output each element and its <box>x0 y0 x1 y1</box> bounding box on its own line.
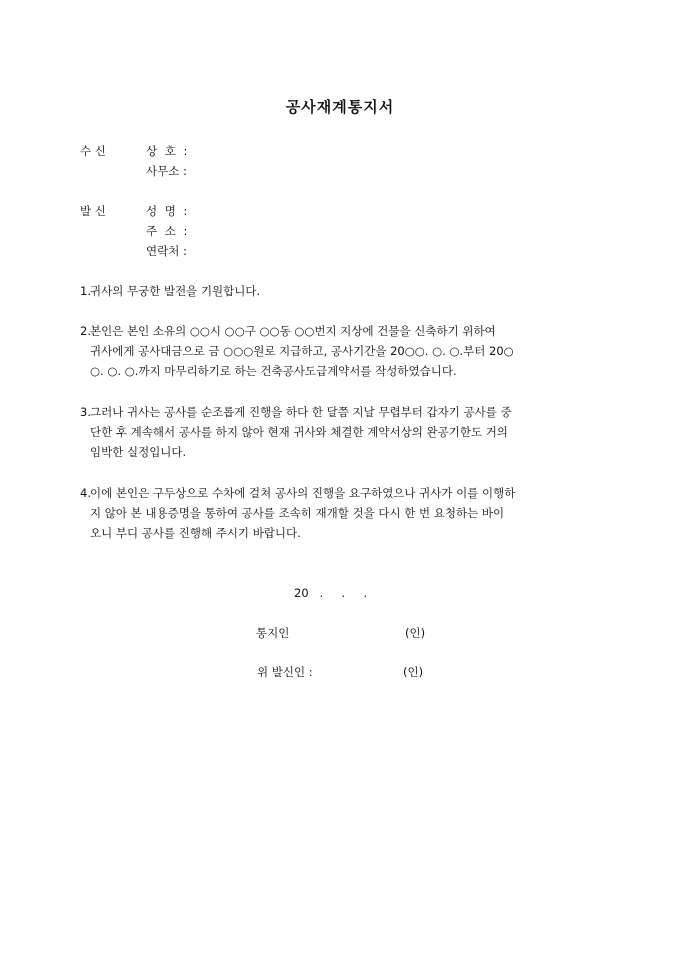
sender-contact-label: 연락처 : <box>146 244 187 258</box>
sender-name-label: 성 명 : <box>146 204 190 218</box>
paragraph-line: 단한 후 계속해서 공사를 하지 않아 현재 귀사와 체결한 계약서상의 완공기한도 거의 <box>90 425 508 439</box>
date-line: 20 . . . <box>294 586 368 600</box>
paragraph-number: 3. <box>80 405 91 419</box>
paragraph-number: 1. <box>80 284 91 298</box>
paragraph-line: 이에 본인은 구두상으로 수차에 걸쳐 공사의 진행을 요구하였으나 귀사가 이를 이행하 <box>90 486 516 500</box>
sender-sign-label: 위 발신인 : <box>257 665 313 679</box>
recipient-office-label: 사무소 : <box>146 164 187 178</box>
recipient-name-label: 상 호 : <box>146 144 190 158</box>
paragraph-line: ○. ○. ○.까지 마무리하기로 하는 건축공사도급계약서를 작성하였습니다. <box>90 364 457 378</box>
paragraph-line: 귀사에게 공사대금으로 금 ○○○원로 지급하고, 공사기간을 20○○. ○. ○.부터 20○ <box>90 344 514 358</box>
sender-sign-seal: (인) <box>403 665 424 679</box>
sender-address-label: 주 소 : <box>146 224 190 238</box>
paragraph-line: 오니 부디 공사를 진행해 주시기 바랍니다. <box>90 526 301 540</box>
recipient-section-label: 수 신 <box>80 144 106 158</box>
paragraph-line: 귀사의 무궁한 발전을 기원합니다. <box>90 284 261 298</box>
paragraph-line: 지 않아 본 내용증명을 통하여 공사를 조속히 재개할 것을 다시 한 번 요청하는 바이 <box>90 506 505 520</box>
document-title: 공사재계통지서 <box>285 98 395 116</box>
notifier-seal: (인) <box>405 626 426 640</box>
paragraph-line: 그러나 귀사는 공사를 순조롭게 진행을 하다 한 달쯤 지날 무렵부터 갑자기 공사를 중 <box>90 405 512 419</box>
notifier-label: 통지인 <box>256 626 290 640</box>
paragraph-line: 임박한 실정입니다. <box>90 445 187 459</box>
paragraph-number: 4. <box>80 486 91 500</box>
paragraph-number: 2. <box>80 324 91 338</box>
paragraph-line: 본인은 본인 소유의 ○○시 ○○구 ○○동 ○○번지 지상에 건물을 신축하기 위하여 <box>90 324 496 338</box>
sender-section-label: 발 신 <box>80 204 106 218</box>
